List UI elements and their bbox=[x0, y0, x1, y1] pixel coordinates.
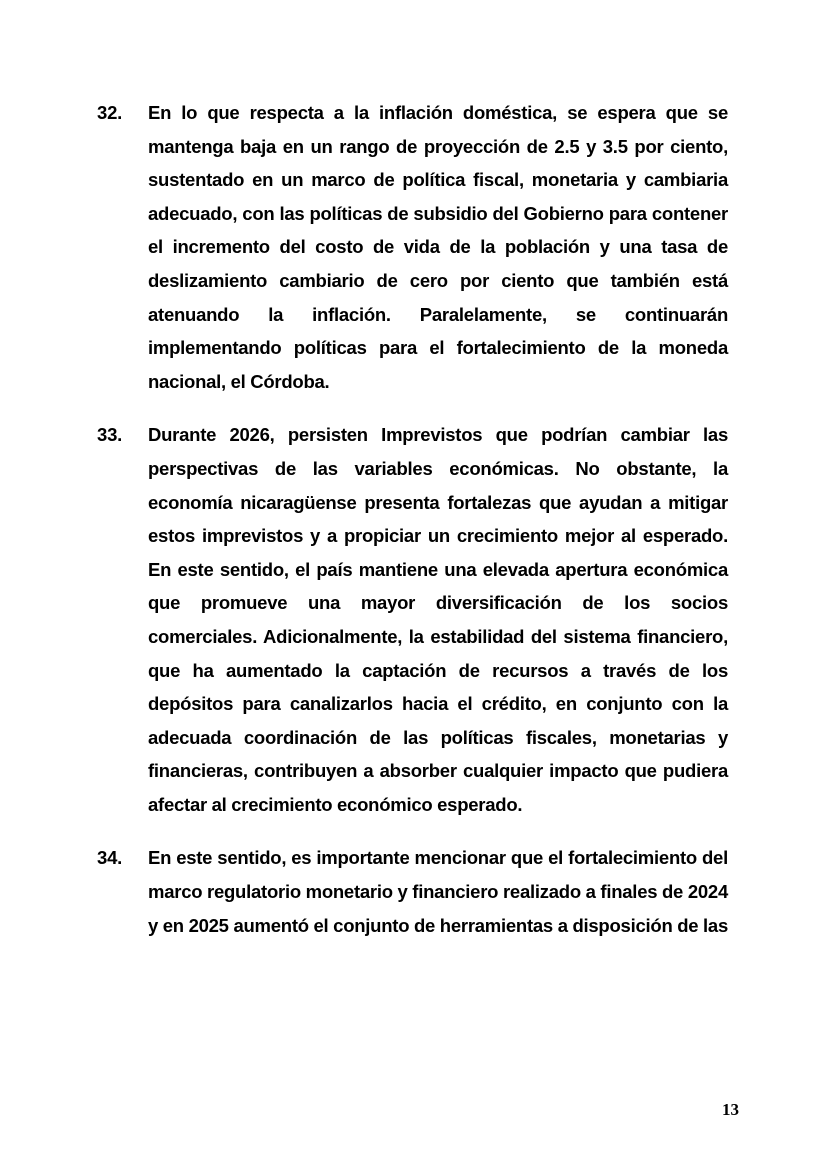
numbered-paragraph bbox=[97, 841, 728, 942]
paragraph-text: Durante 2026, persisten Imprevistos que podrían cambiar las perspectivas de las variables económicas. No obstante, la economía nicaragüense presenta fortalezas que ayudan a mitigar estos imprevistos y a propiciar un crecimiento mejor al esperado. En este sentido, el país mantiene una elevada apertura económica que promueve una mayor diversificación de los socios comerciales. Adicionalmente, la estabilidad del sistema financiero, que ha aumentado la captación de recursos a través de los depósitos para canalizarlos hacia el crédito, en conjunto con la adecuada coordinación de las políticas fiscales, monetarias y financieras, contribuyen a absorber cualquier impacto que pudiera afectar al crecimiento económico esperado. bbox=[148, 424, 728, 815]
paragraph-text: En este sentido, es importante mencionar que el fortalecimiento del marco regulatorio monetario y financiero realizado a finales de 2024 y en 2025 aumentó el conjunto de herramientas a disposición de las bbox=[148, 847, 728, 936]
numbered-paragraph bbox=[97, 96, 728, 398]
paragraph-number: 34. bbox=[97, 847, 123, 869]
paragraph-text: En lo que respecta a la inflación doméstica, se espera que se mantenga baja en un rango de proyección de 2.5 y 3.5 por ciento, sustentado en un marco de política fiscal, monetaria y cambiaria adecuado, con las políticas de subsidio del Gobierno para contener el incremento del costo de vida de la población y una tasa de deslizamiento cambiario de cero por ciento que también está atenuando la inflación. Paralelamente, se continuarán implementando políticas para el fortalecimiento de la moneda nacional, el Córdoba. bbox=[148, 102, 728, 392]
paragraph-number: 33. bbox=[97, 424, 123, 446]
page-body bbox=[97, 96, 728, 942]
page-number: 13 bbox=[722, 1100, 739, 1119]
numbered-paragraph bbox=[97, 418, 728, 821]
paragraph-number: 32. bbox=[97, 102, 123, 123]
